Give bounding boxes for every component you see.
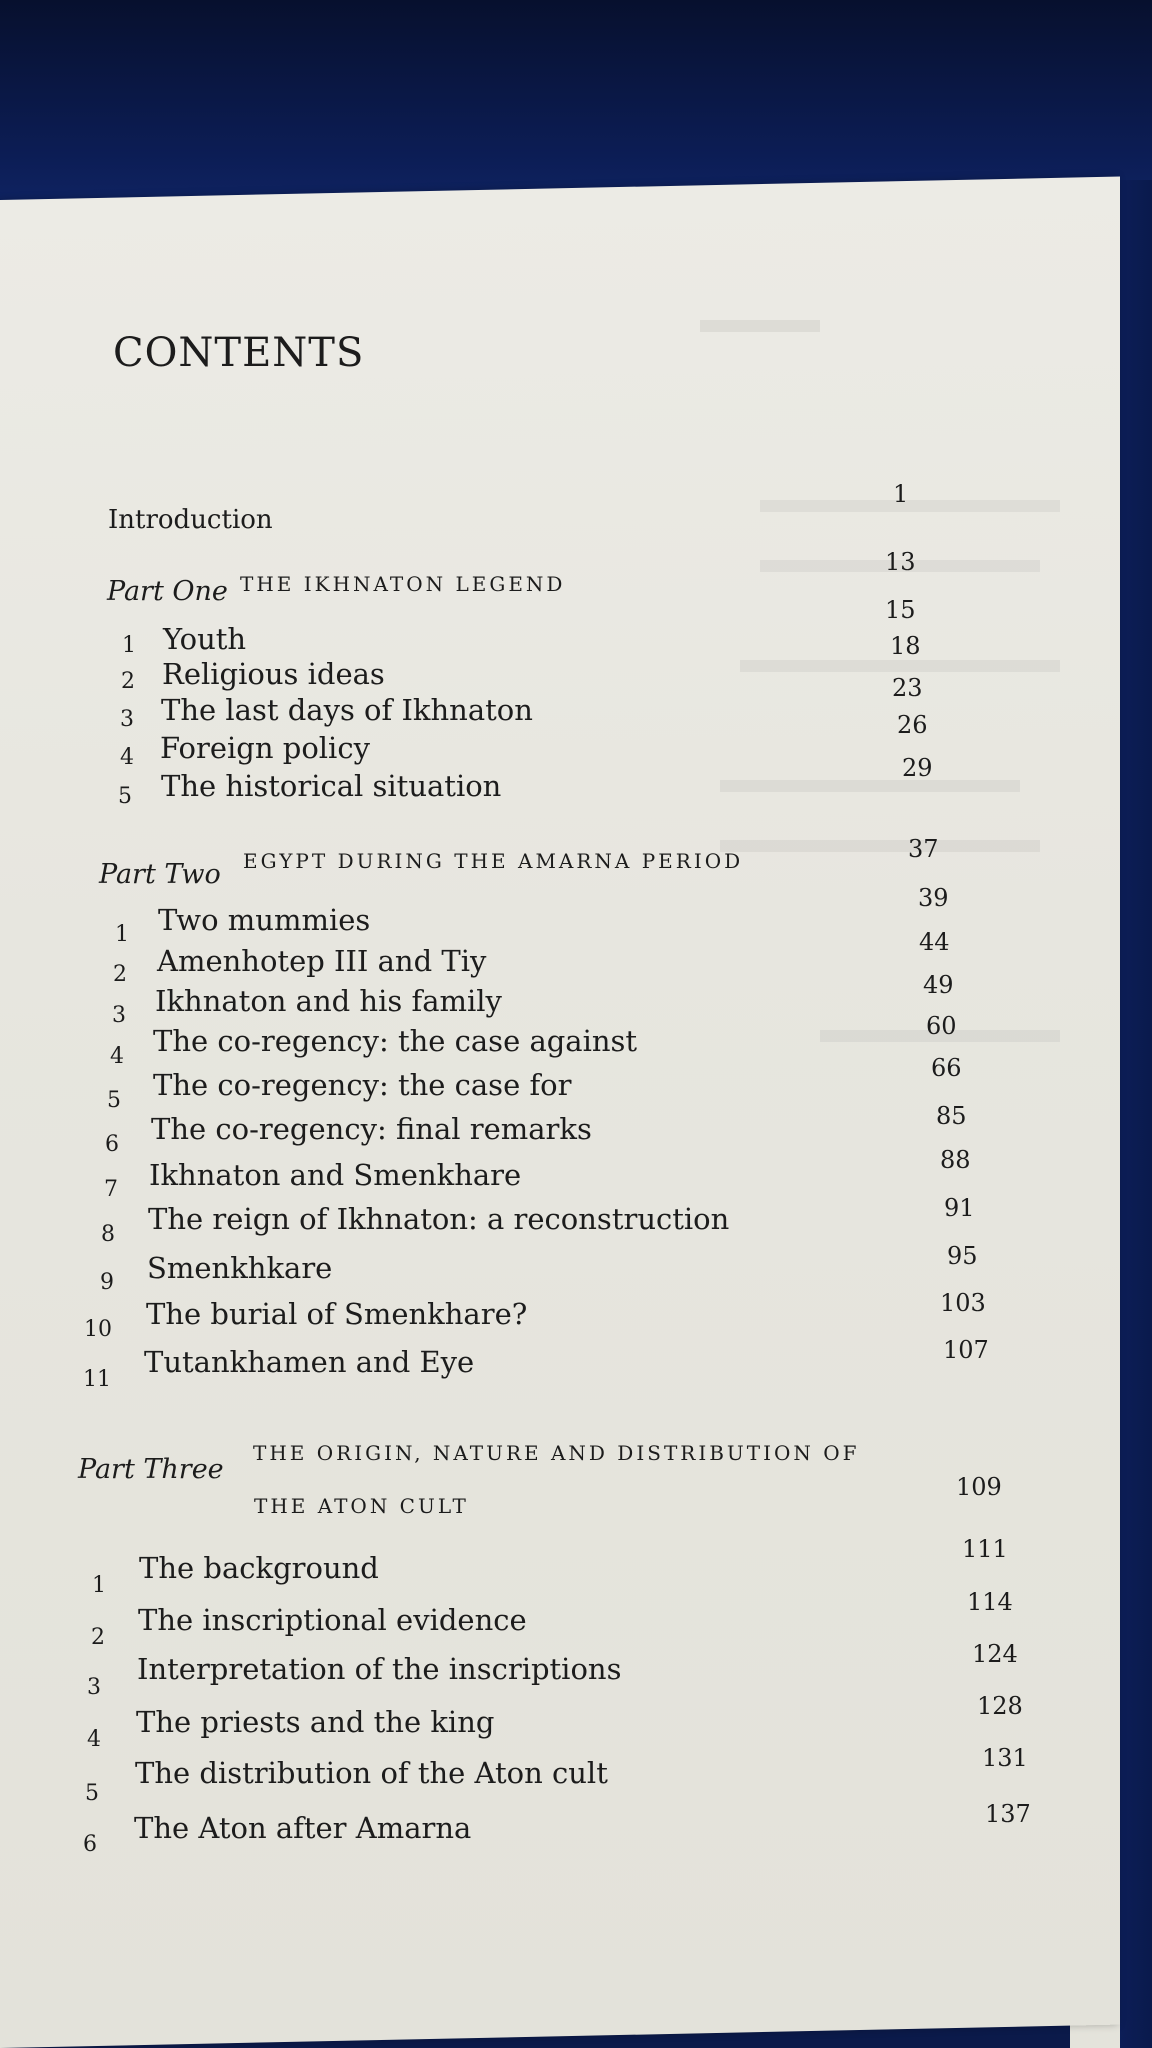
chapter-number: 8 [101,1222,115,1247]
chapter-page: 131 [982,1744,1028,1772]
chapter-number: 4 [110,1044,124,1069]
part-three-title-line2: THE ATON CULT [254,1494,469,1518]
chapter-page: 49 [923,971,954,999]
show-through-mark [700,320,820,332]
chapter-number: 5 [118,784,132,809]
chapter-number: 10 [84,1317,112,1342]
chapter-page: 66 [931,1054,962,1082]
chapter-number: 1 [92,1573,106,1598]
chapter-title: The priests and the king [136,1705,495,1739]
chapter-page: 85 [936,1102,967,1130]
chapter-number: 2 [121,669,135,694]
chapter-title: Youth [163,622,247,656]
part-three-title-line1: THE ORIGIN, NATURE AND DISTRIBUTION OF [253,1441,860,1465]
chapter-page: 29 [902,754,933,782]
chapter-page: 137 [985,1800,1031,1828]
chapter-number: 4 [87,1727,101,1752]
chapter-title: Two mummies [158,903,371,937]
chapter-title: Religious ideas [162,657,385,691]
chapter-number: 9 [100,1270,114,1295]
chapter-title: Ikhnaton and Smenkhare [149,1158,522,1192]
chapter-number: 7 [104,1177,118,1202]
chapter-number: 3 [120,707,134,732]
part-three-label: Part Three [78,1454,224,1485]
part-two-label: Part Two [99,859,221,890]
part-two-page: 37 [908,835,939,863]
part-one-title: THE IKHNATON LEGEND [240,572,566,596]
chapter-title: The Aton after Amarna [134,1811,472,1845]
chapter-page: 103 [940,1289,986,1317]
chapter-title: The distribution of the Aton cult [135,1756,608,1790]
chapter-title: The burial of Smenkhare? [146,1297,528,1331]
chapter-title: The reign of Ikhnaton: a reconstruction [148,1202,730,1236]
chapter-title: The co-regency: the case for [153,1068,572,1102]
chapter-title: Amenhotep III and Tiy [157,944,487,978]
chapter-page: 95 [947,1242,978,1270]
show-through-mark [720,840,1040,852]
chapter-number: 6 [83,1832,97,1857]
introduction-page: 1 [893,480,909,508]
chapter-page: 15 [885,596,916,624]
chapter-number: 4 [120,745,134,770]
chapter-number: 1 [122,633,136,658]
chapter-page: 26 [897,711,928,739]
chapter-page: 124 [972,1640,1018,1668]
chapter-page: 107 [943,1336,989,1364]
chapter-title: The co-regency: final remarks [151,1112,592,1146]
chapter-title: Foreign policy [160,731,370,765]
chapter-number: 5 [107,1088,121,1113]
chapter-page: 91 [944,1194,975,1222]
chapter-page: 128 [977,1692,1023,1720]
part-one-label: Part One [107,576,228,607]
chapter-number: 3 [87,1675,101,1700]
chapter-page: 114 [967,1588,1013,1616]
chapter-title: Ikhnaton and his family [155,984,502,1018]
chapter-number: 5 [85,1781,99,1806]
chapter-title: The co-regency: the case against [153,1024,638,1058]
chapter-page: 44 [919,928,950,956]
chapter-title: The last days of Ikhnaton [161,693,533,727]
chapter-title: Interpretation of the inscriptions [137,1652,622,1686]
chapter-number: 6 [105,1132,119,1157]
show-through-mark [760,500,1060,512]
part-three-page: 109 [956,1473,1002,1501]
introduction-title: Introduction [108,505,273,535]
contents-heading: CONTENTS [113,330,365,376]
show-through-mark [720,780,1020,792]
show-through-mark [740,660,1060,672]
chapter-title: The inscriptional evidence [138,1603,527,1637]
chapter-number: 1 [115,922,129,947]
chapter-page: 111 [962,1535,1008,1563]
chapter-title: The historical situation [161,769,502,803]
part-two-title: EGYPT DURING THE AMARNA PERIOD [243,849,744,873]
chapter-page: 23 [892,674,923,702]
chapter-page: 39 [918,884,949,912]
chapter-number: 2 [91,1625,105,1650]
part-one-page: 13 [885,548,916,576]
chapter-title: Smenkhkare [147,1251,333,1285]
chapter-number: 3 [112,1003,126,1028]
chapter-page: 60 [926,1012,957,1040]
chapter-number: 11 [83,1367,111,1392]
chapter-page: 88 [940,1146,971,1174]
chapter-page: 18 [890,632,921,660]
chapter-title: Tutankhamen and Eye [144,1345,475,1379]
chapter-title: The background [139,1551,379,1585]
chapter-number: 2 [113,962,127,987]
